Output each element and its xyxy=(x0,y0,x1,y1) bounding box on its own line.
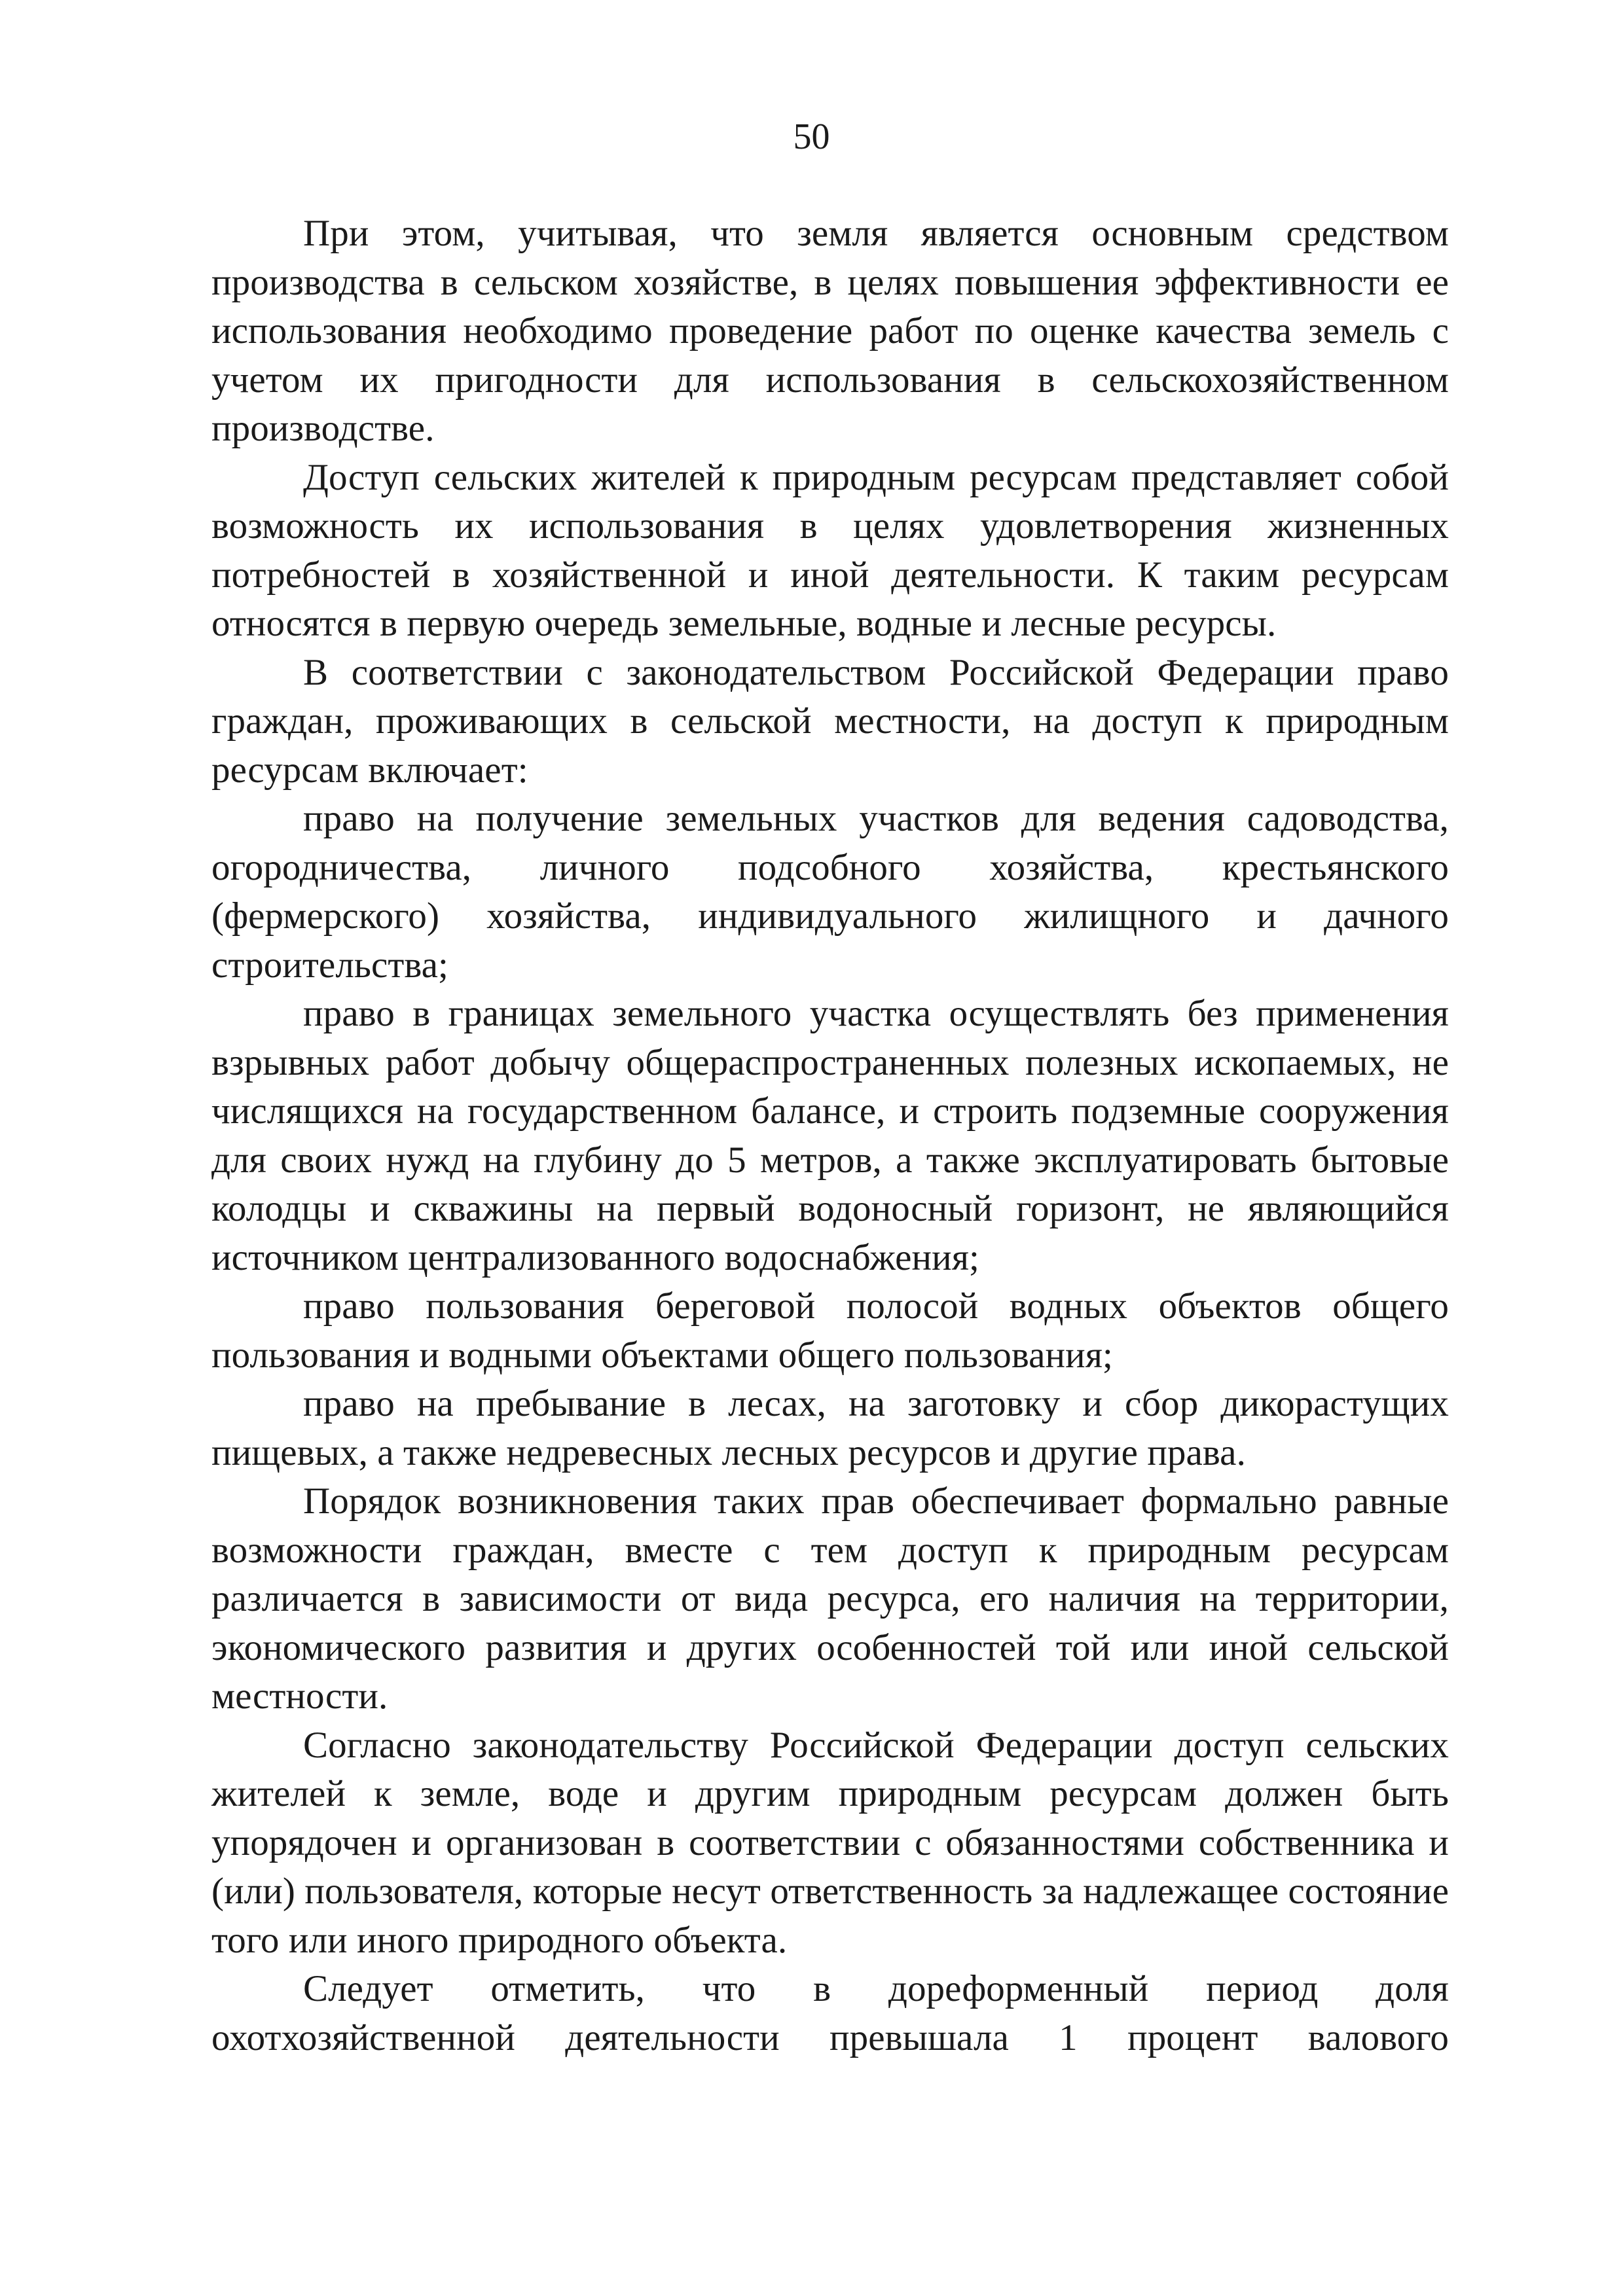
list-item: право пользования береговой полосой водных объектов общего пользования и водными объектами общего пользования; xyxy=(211,1285,1449,1376)
document-body xyxy=(211,209,1449,2062)
list-item: право в границах земельного участка осуществлять без применения взрывных работ добычу общераспространенных полезных ископаемых, не числящихся на государственном балансе, и строить подземные сооружения для своих нужд на глубину до 5 метров, а также эксплуатировать бытовые колодцы и скважины на первый водоносный горизонт, не являющийся источником централизованного водоснабжения; xyxy=(211,993,1449,1278)
list-item: право на получение земельных участков для ведения садоводства, огородничества, личного подсобного хозяйства, крестьянского (фермерского) хозяйства, индивидуального жилищного и дачного строительства; xyxy=(211,798,1449,986)
paragraph: В соответствии с законодательством Российской Федерации право граждан, проживающих в сельской местности, на доступ к природным ресурсам включает: xyxy=(211,651,1449,791)
list-item: право на пребывание в лесах, на заготовку и сбор дикорастущих пищевых, а также недревесных лесных ресурсов и другие права. xyxy=(211,1383,1449,1473)
page-number: 50 xyxy=(793,117,830,157)
paragraph: Доступ сельских жителей к природным ресурсам представляет собой возможность их использования в целях удовлетворения жизненных потребностей в хозяйственной и иной деятельности. К таким ресурсам относятся в первую очередь земельные, водные и лесные ресурсы. xyxy=(211,456,1449,644)
paragraph: При этом, учитывая, что земля является основным средством производства в сельском хозяйстве, в целях повышения эффективности ее использования необходимо проведение работ по оценке качества земель с учетом их пригодности для использования в сельскохозяйственном производстве. xyxy=(211,213,1449,449)
paragraph-continued: Следует отметить, что в дореформенный период доля охотхозяйственной деятельности превышала 1 процент валового xyxy=(211,1968,1449,2058)
paragraph: Порядок возникновения таких прав обеспечивает формально равные возможности граждан, вместе с тем доступ к природным ресурсам различается в зависимости от вида ресурса, его наличия на территории, экономического развития и других особенностей той или иной сельской местности. xyxy=(211,1480,1449,1717)
paragraph: Согласно законодательству Российской Федерации доступ сельских жителей к земле, воде и другим природным ресурсам должен быть упорядочен и организован в соответствии с обязанностями собственника и (или) пользователя, которые несут ответственность за надлежащее состояние того или иного природного объекта. xyxy=(211,1724,1449,1961)
